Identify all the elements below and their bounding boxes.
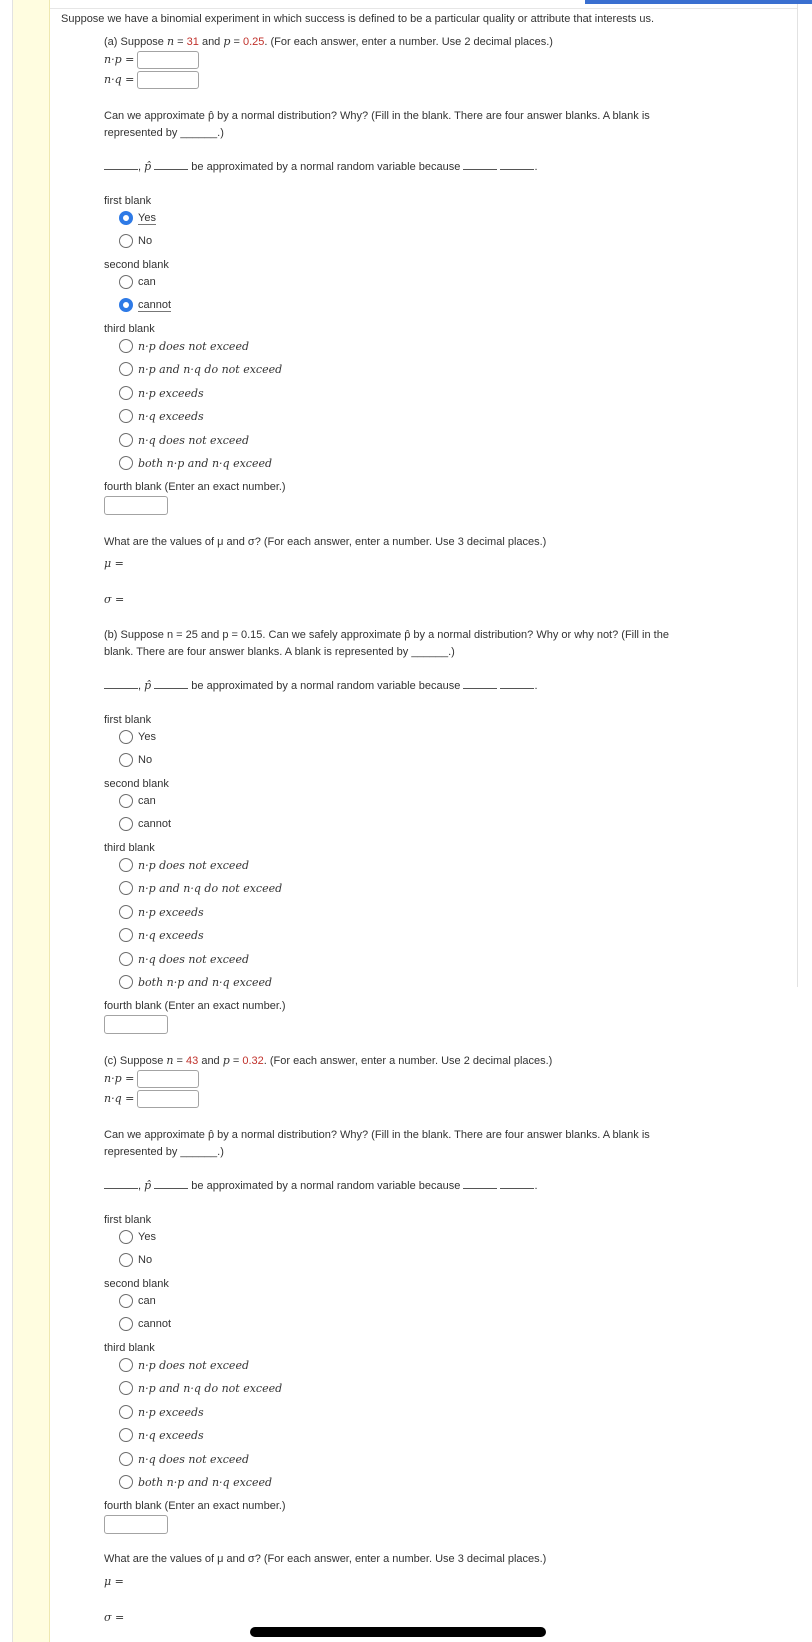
- radio-a-no[interactable]: [119, 234, 133, 248]
- radio-c-t1[interactable]: [119, 1381, 133, 1395]
- top-progress-bar: [585, 0, 812, 4]
- intro-text: Suppose we have a binomial experiment in which success is defined to be a particular quality or attribute that interests us.: [61, 13, 655, 25]
- option-yes[interactable]: Yes: [138, 1231, 156, 1243]
- home-indicator: [250, 1627, 546, 1637]
- mu-sigma-question: What are the values of μ and σ? (For each answer, enter a number. Use 3 decimal places.): [104, 536, 547, 548]
- part-b-sentence: , p̂ be approximated by a normal random variable because .: [104, 679, 538, 692]
- np-input[interactable]: [137, 1070, 199, 1088]
- option-cannot[interactable]: cannot: [138, 299, 172, 311]
- radio-c-can[interactable]: [119, 1294, 133, 1308]
- fourth-blank-input[interactable]: [104, 1515, 168, 1534]
- option-both-exceed[interactable]: both n·p and n·q exceed: [138, 976, 273, 989]
- np-label: n·p =: [104, 1071, 135, 1085]
- radio-c-t4[interactable]: [119, 1452, 133, 1466]
- option-no[interactable]: No: [138, 235, 153, 247]
- radio-c-yes[interactable]: [119, 1230, 133, 1244]
- option-np-exceeds[interactable]: n·p exceeds: [138, 1406, 204, 1419]
- option-yes[interactable]: Yes: [138, 212, 156, 224]
- part-b-statement-2: blank. There are four answer blanks. A blank is represented by ______.): [104, 646, 455, 658]
- fourth-blank-input[interactable]: [104, 496, 168, 515]
- mu-sigma-question: What are the values of μ and σ? (For each answer, enter a number. Use 3 decimal places.): [104, 1553, 547, 1565]
- radio-a-t5[interactable]: [119, 456, 133, 470]
- question-stripe: [13, 0, 50, 1642]
- fourth-blank-label: fourth blank (Enter an exact number.): [104, 481, 286, 493]
- option-np-nq-not-exceed[interactable]: n·p and n·q do not exceed: [138, 882, 283, 895]
- option-yes[interactable]: Yes: [138, 731, 156, 743]
- option-both-exceed[interactable]: both n·p and n·q exceed: [138, 1476, 273, 1489]
- option-nq-not-exceed[interactable]: n·q does not exceed: [138, 953, 249, 966]
- nq-label: n·q =: [104, 1091, 135, 1105]
- part-a-statement: (a) Suppose n = 31 and p = 0.25. (For each answer, enter a number. Use 2 decimal places.): [104, 35, 553, 48]
- nq-label: n·q =: [104, 72, 135, 86]
- radio-b-yes[interactable]: [119, 730, 133, 744]
- second-blank-label: second blank: [104, 259, 169, 271]
- radio-a-t2[interactable]: [119, 386, 133, 400]
- option-nq-not-exceed[interactable]: n·q does not exceed: [138, 1453, 249, 1466]
- sigma-label: σ =: [104, 593, 125, 606]
- radio-a-t0[interactable]: [119, 339, 133, 353]
- first-blank-label: first blank: [104, 1214, 152, 1226]
- fourth-blank-row: [104, 1015, 168, 1034]
- option-no[interactable]: No: [138, 1254, 153, 1266]
- part-a-question: Can we approximate p̂ by a normal distribution? Why? (Fill in the blank. There are four answer blanks. A blank is: [104, 110, 650, 122]
- radio-a-yes[interactable]: [119, 211, 133, 225]
- fourth-blank-input[interactable]: [104, 1015, 168, 1034]
- option-np-nq-not-exceed[interactable]: n·p and n·q do not exceed: [138, 363, 283, 376]
- radio-a-t1[interactable]: [119, 362, 133, 376]
- right-border: [797, 0, 798, 987]
- option-cannot[interactable]: cannot: [138, 1318, 172, 1330]
- fourth-blank-label: fourth blank (Enter an exact number.): [104, 1000, 286, 1012]
- sigma-label: σ =: [104, 1611, 125, 1624]
- radio-c-no[interactable]: [119, 1253, 133, 1267]
- option-can[interactable]: can: [138, 795, 156, 807]
- option-can[interactable]: can: [138, 1295, 156, 1307]
- radio-b-can[interactable]: [119, 794, 133, 808]
- option-np-not-exceed[interactable]: n·p does not exceed: [138, 340, 249, 353]
- nq-input[interactable]: [137, 71, 199, 89]
- second-blank-label: second blank: [104, 1278, 169, 1290]
- nq-row: [104, 1090, 199, 1108]
- nq-input[interactable]: [137, 1090, 199, 1108]
- fourth-blank-label: fourth blank (Enter an exact number.): [104, 1500, 286, 1512]
- radio-b-no[interactable]: [119, 753, 133, 767]
- radio-c-t2[interactable]: [119, 1405, 133, 1419]
- given-n: 43: [186, 1055, 199, 1067]
- option-np-exceeds[interactable]: n·p exceeds: [138, 906, 204, 919]
- fourth-blank-row: [104, 1515, 168, 1534]
- part-b-statement: (b) Suppose n = 25 and p = 0.15. Can we safely approximate p̂ by a normal distribution? Why or why not? (Fill in the: [104, 629, 669, 641]
- part-c-statement: (c) Suppose n = 43 and p = 0.32. (For each answer, enter a number. Use 2 decimal places.): [104, 1054, 553, 1067]
- option-both-exceed[interactable]: both n·p and n·q exceed: [138, 457, 273, 470]
- fourth-blank-row: [104, 496, 168, 515]
- option-nq-exceeds[interactable]: n·q exceeds: [138, 1429, 204, 1442]
- option-np-not-exceed[interactable]: n·p does not exceed: [138, 859, 249, 872]
- given-p: 0.25: [242, 36, 265, 48]
- radio-b-cannot[interactable]: [119, 817, 133, 831]
- radio-b-t0[interactable]: [119, 858, 133, 872]
- third-blank-label: third blank: [104, 1342, 155, 1354]
- top-divider: [50, 8, 797, 9]
- radio-b-t3[interactable]: [119, 928, 133, 942]
- mu-label: μ =: [104, 1575, 124, 1588]
- radio-b-t1[interactable]: [119, 881, 133, 895]
- option-nq-not-exceed[interactable]: n·q does not exceed: [138, 434, 249, 447]
- radio-c-cannot[interactable]: [119, 1317, 133, 1331]
- first-blank-label: first blank: [104, 714, 152, 726]
- radio-c-t5[interactable]: [119, 1475, 133, 1489]
- part-c-sentence: , p̂ be approximated by a normal random variable because .: [104, 1179, 538, 1192]
- np-label: n·p =: [104, 52, 135, 66]
- radio-c-t3[interactable]: [119, 1428, 133, 1442]
- np-row: [104, 51, 199, 69]
- part-a-sentence: , p̂ be approximated by a normal random variable because .: [104, 160, 538, 173]
- first-blank-label: first blank: [104, 195, 152, 207]
- radio-c-t0[interactable]: [119, 1358, 133, 1372]
- option-can[interactable]: can: [138, 276, 156, 288]
- third-blank-label: third blank: [104, 842, 155, 854]
- part-c-question: Can we approximate p̂ by a normal distribution? Why? (Fill in the blank. There are four answer blanks. A blank is: [104, 1129, 650, 1141]
- nq-row: [104, 71, 199, 89]
- mu-label: μ =: [104, 557, 124, 570]
- radio-a-cannot[interactable]: [119, 298, 133, 312]
- part-c-question-2: represented by ______.): [104, 1146, 224, 1158]
- radio-b-t4[interactable]: [119, 952, 133, 966]
- radio-a-can[interactable]: [119, 275, 133, 289]
- option-cannot[interactable]: cannot: [138, 818, 172, 830]
- given-n: 31: [186, 36, 199, 48]
- option-np-not-exceed[interactable]: n·p does not exceed: [138, 1359, 249, 1372]
- np-row: [104, 1070, 199, 1088]
- radio-a-t3[interactable]: [119, 409, 133, 423]
- part-a-question-2: represented by ______.): [104, 127, 224, 139]
- option-np-exceeds[interactable]: n·p exceeds: [138, 387, 204, 400]
- radio-b-t2[interactable]: [119, 905, 133, 919]
- radio-b-t5[interactable]: [119, 975, 133, 989]
- option-np-nq-not-exceed[interactable]: n·p and n·q do not exceed: [138, 1382, 283, 1395]
- option-nq-exceeds[interactable]: n·q exceeds: [138, 410, 204, 423]
- np-input[interactable]: [137, 51, 199, 69]
- third-blank-label: third blank: [104, 323, 155, 335]
- radio-a-t4[interactable]: [119, 433, 133, 447]
- second-blank-label: second blank: [104, 778, 169, 790]
- option-no[interactable]: No: [138, 754, 153, 766]
- given-p: 0.32: [242, 1055, 264, 1067]
- option-nq-exceeds[interactable]: n·q exceeds: [138, 929, 204, 942]
